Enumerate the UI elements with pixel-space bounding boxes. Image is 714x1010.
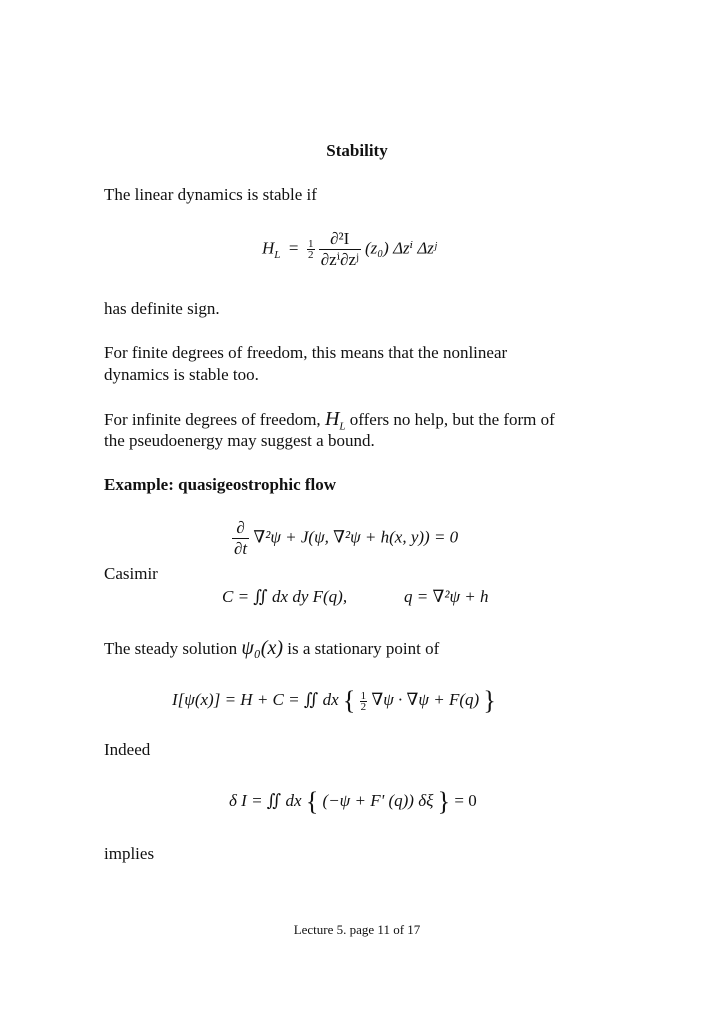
eq1-lhs: H [262,238,275,258]
eq5-lhs: δ I = ∬ dx [229,791,302,810]
infinite-text-b: offers no help, but the form of [349,410,555,429]
text-finite-line1: For finite degrees of freedom, this means that the nonlinear [104,343,508,362]
eq1-den: ∂zⁱ∂zʲ [320,250,359,269]
equation-variation: δ I = ∬ dx { (−ψ + F' (q)) δξ } = 0 [229,787,477,816]
equation-linear-hamiltonian: $H_L$ = $\frac{1}{2}$ $\frac{\text{∂²I}}{\text{∂zⁱ∂zʲ}}$ (z₀) Δzⁱ Δzʲ [262,229,437,269]
eq2-num: ∂ [232,518,249,539]
implies-label: implies [104,844,155,863]
eq4-half-den: 2 [360,700,367,713]
eq1-lhs-sub: L [274,248,281,261]
eq1-derivative [319,229,361,270]
equation-qg-flow [232,518,458,559]
text-definite-sign: has definite sign. [104,299,220,318]
steady-symbol: ψ₀(x) [241,637,283,659]
steady-text-a: The steady solution [104,639,238,658]
eq5-body: (−ψ + F' (q)) δξ [322,791,434,810]
eq1-half-num: 1 [308,238,314,250]
eq3-left: C = ∬ dx dy F(q), [222,587,348,606]
indeed-label: Indeed [104,740,151,759]
text-infinite-line2: the pseudoenergy may suggest a bound. [104,431,375,450]
eq4-body: ∇ψ · ∇ψ + F(q) [371,690,480,709]
infinite-symbol: H [324,408,340,430]
eq2-dt [232,518,249,559]
eq1-tail: Δzⁱ Δzʲ [393,238,437,258]
eq1-half [307,239,315,260]
page-title: Stability [326,141,388,160]
eq2-den: ∂t [234,539,248,558]
page-footer: Lecture 5. page 11 of 17 [293,922,421,937]
eq1-half-den: 2 [308,249,314,261]
example-heading: Example: quasigeostrophic flow [104,475,337,494]
infinite-text-a: For infinite degrees of freedom, [104,410,321,429]
text-stable-intro: The linear dynamics is stable if [104,185,317,204]
eq3-right: q = ∇²ψ + h [404,587,489,606]
text-finite-line2: dynamics is stable too. [104,365,259,384]
eq2-body: ∇²ψ + J(ψ, ∇²ψ + h(x, y)) = 0 [253,527,459,547]
casimir-label: Casimir [104,564,158,583]
equation-pseudoenergy: I[ψ(x)] = H + C = ∬ dx { $\frac{1}{2}$ ∇ψ · ∇ψ + F(q) } [172,686,496,715]
equation-q-definition [404,587,488,607]
eq4-half-num: 1 [360,689,367,702]
text-steady-solution [104,637,439,660]
equation-casimir [222,587,347,607]
steady-text-b: is a stationary point of [287,639,440,658]
eq5-rhs: = 0 [454,791,477,810]
eq4-half [360,691,368,712]
eq1-arg: (z₀) [364,238,389,258]
eq1-num: ∂²I [319,229,361,250]
infinite-symbol-sub: L [339,420,346,433]
eq4-lhs: I[ψ(x)] = H + C = ∬ dx [172,690,339,709]
